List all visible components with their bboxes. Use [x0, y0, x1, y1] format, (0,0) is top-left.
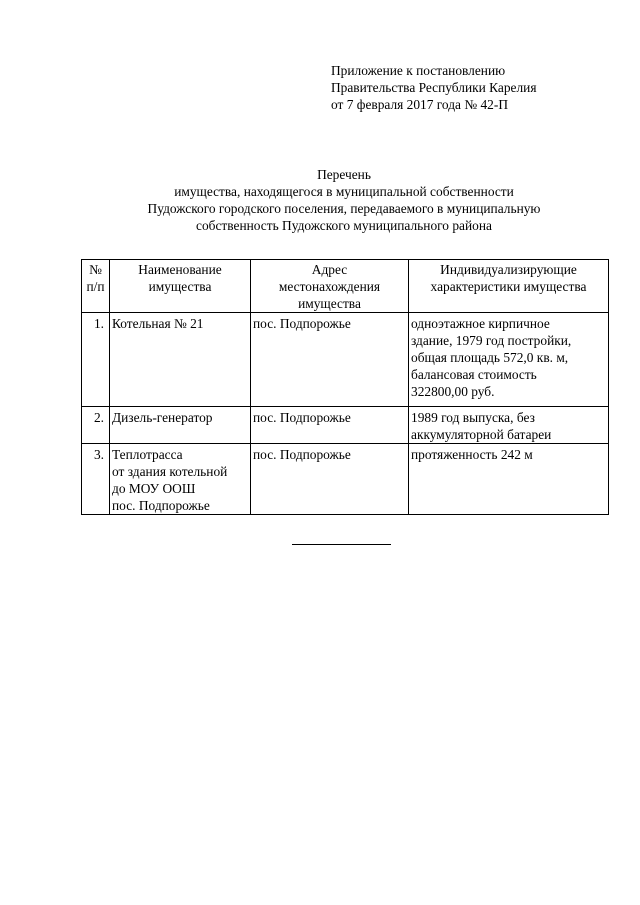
- row-name: Дизель-генератор: [110, 407, 251, 444]
- title-line-3: Пудожского городского поселения, передаваемого в муниципальную: [147, 201, 541, 216]
- row-name: Теплотрасса от здания котельной до МОУ ООШ пос. Подпорожье: [110, 444, 251, 515]
- header-number: № п/п: [82, 260, 110, 313]
- document-title: [80, 166, 608, 234]
- title-line-2: имущества, находящегося в муниципальной собственности: [174, 184, 514, 199]
- row-address: пос. Подпорожье: [251, 407, 409, 444]
- header-name: Наименование имущества: [110, 260, 251, 313]
- end-of-document-rule: [292, 544, 391, 545]
- row-address: пос. Подпорожье: [251, 444, 409, 515]
- appendix-header: [331, 62, 621, 113]
- row-characteristics: одноэтажное кирпичное здание, 1979 год постройки, общая площадь 572,0 кв. м, балансовая стоимость 322800,00 руб.: [409, 313, 609, 407]
- appendix-line-3: от 7 февраля 2017 года № 42-П: [331, 97, 508, 112]
- table-row: [82, 407, 609, 444]
- row-number: 1.: [82, 313, 110, 407]
- row-characteristics: протяженность 242 м: [409, 444, 609, 515]
- row-number: 3.: [82, 444, 110, 515]
- table-row: [82, 444, 609, 515]
- title-line-4: собственность Пудожского муниципального района: [196, 218, 492, 233]
- table-header-row: [82, 260, 609, 313]
- table-row: [82, 313, 609, 407]
- appendix-line-1: Приложение к постановлению: [331, 63, 506, 78]
- row-name: Котельная № 21: [110, 313, 251, 407]
- header-characteristics: Индивидуализирующие характеристики имущества: [409, 260, 609, 313]
- row-number: 2.: [82, 407, 110, 444]
- property-table: [81, 259, 609, 515]
- appendix-line-2: Правительства Республики Карелия: [331, 80, 537, 95]
- row-address: пос. Подпорожье: [251, 313, 409, 407]
- title-line-1: Перечень: [317, 167, 371, 182]
- row-characteristics: 1989 год выпуска, без аккумуляторной батареи: [409, 407, 609, 444]
- header-address: Адрес местонахождения имущества: [251, 260, 409, 313]
